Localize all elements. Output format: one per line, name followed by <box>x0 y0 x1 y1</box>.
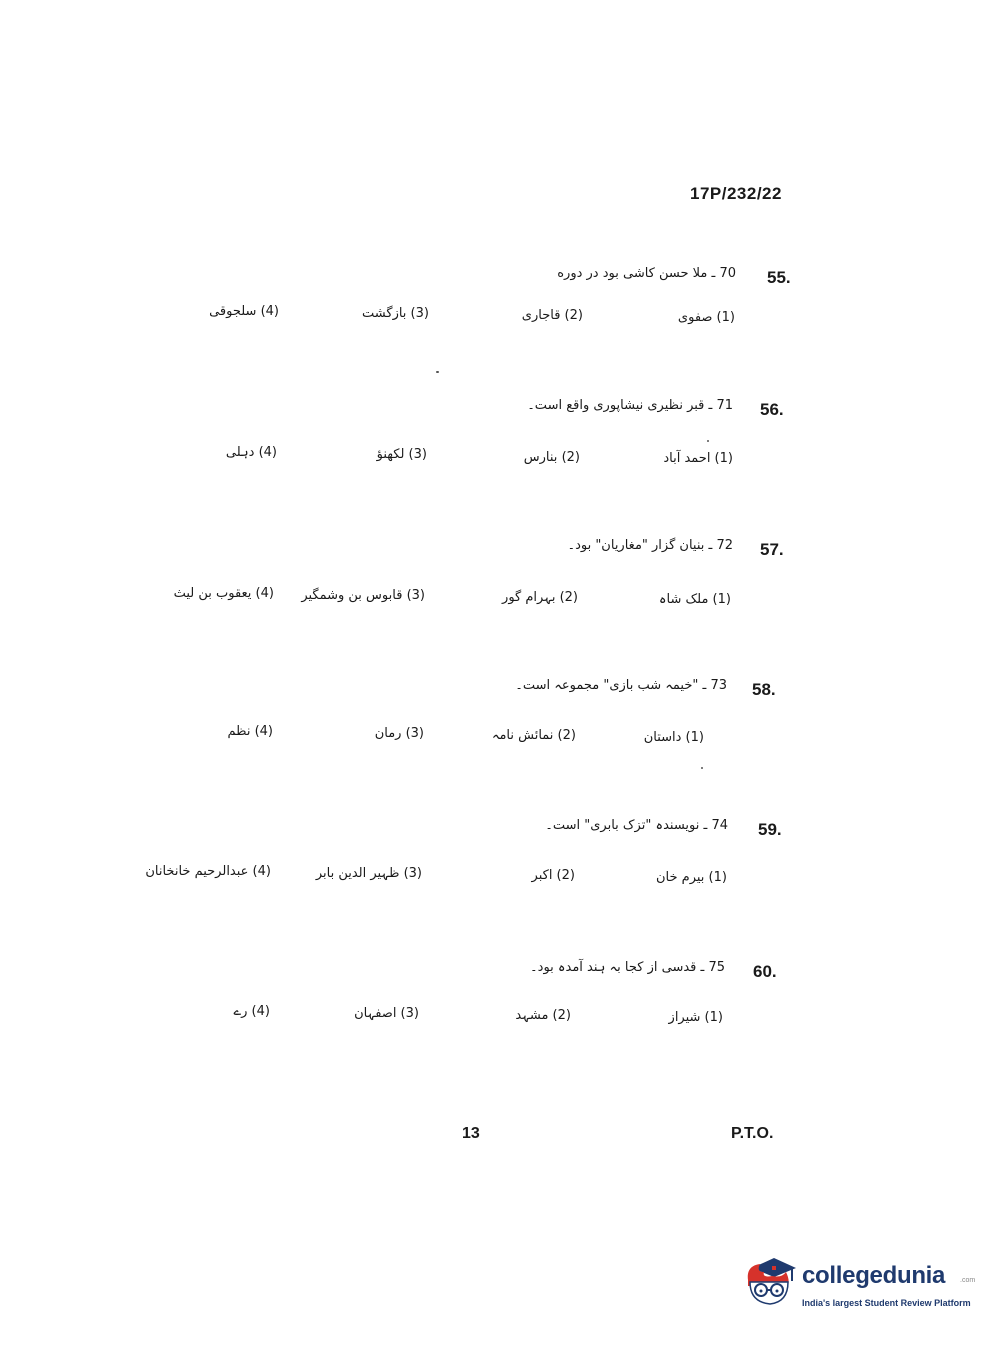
option-3: (3) ظہیر الدین بابر <box>315 866 422 881</box>
collegedunia-logo-icon <box>742 1250 800 1308</box>
option-1: (1) بیرم خان <box>655 870 727 885</box>
page-number: 13 <box>462 1125 480 1142</box>
option-1: (1) احمد آباد <box>663 451 733 466</box>
option-2: (2) اکبر <box>531 868 575 883</box>
option-4: (4) نظم <box>227 724 273 739</box>
question-57 <box>0 540 1001 630</box>
option-2: (2) بہرام گور <box>502 590 578 605</box>
question-number: 58. <box>752 680 776 699</box>
option-1: (1) داستان <box>643 730 704 745</box>
option-1: (1) ملک شاہ <box>658 592 731 607</box>
question-number: 56. <box>760 400 784 419</box>
question-number: 57. <box>760 540 784 559</box>
question-stem: 74 ـ نویسندہ "تزک بابری" است۔ <box>545 818 728 833</box>
option-4: (4) عبدالرحیم خانخانان <box>145 864 271 879</box>
option-3: (3) اصفہان <box>354 1006 419 1021</box>
option-3: (3) قابوس بن وشمگیر <box>301 588 425 603</box>
question-stem: 72 ـ بنیان گزار "مغاریان" بود۔ <box>567 538 733 553</box>
question-stem: 70 ـ ملا حسن کاشی بود در دوره <box>557 266 736 281</box>
question-number: 59. <box>758 820 782 839</box>
please-turn-over: P.T.O. <box>731 1125 774 1142</box>
option-4: (4) دہلی <box>225 445 277 460</box>
question-stem: 75 ـ قدسی از کجا بہ ہند آمدہ بود۔ <box>530 960 725 975</box>
option-4: (4) یعقوب بن لیث <box>173 586 274 601</box>
option-2: (2) بنارس <box>523 450 580 465</box>
brand-tagline: India's largest Student Review Platform <box>802 1298 971 1308</box>
option-2: (2) قاجاری <box>521 308 583 323</box>
option-4: (4) رے <box>233 1004 270 1019</box>
scan-speck <box>701 767 703 769</box>
option-3: (3) بازگشت <box>362 306 429 321</box>
question-number: 55. <box>767 268 791 287</box>
question-56 <box>0 400 1001 490</box>
question-number: 60. <box>753 962 777 981</box>
scan-speck <box>707 440 709 442</box>
brand-name: collegedunia <box>802 1262 946 1289</box>
option-4: (4) سلجوقی <box>209 304 279 319</box>
question-55 <box>0 268 1001 358</box>
question-stem: 71 ـ قبر نظیری نیشاپوری واقع است۔ <box>527 398 733 413</box>
brand-domain: .com <box>960 1277 976 1284</box>
option-1: (1) صفوی <box>677 310 735 325</box>
question-58 <box>0 680 1001 770</box>
paper-code: 17P/232/22 <box>690 184 782 203</box>
question-stem: 73 ـ "خیمہ شب بازی" مجموعہ است۔ <box>515 678 727 693</box>
scan-speck <box>436 371 439 373</box>
option-1: (1) شیراز <box>668 1010 723 1025</box>
option-2: (2) نمائش نامہ <box>491 728 576 743</box>
option-3: (3) لکھنؤ <box>376 447 427 462</box>
question-60 <box>0 962 1001 1052</box>
collegedunia-watermark <box>742 1250 976 1320</box>
question-59 <box>0 820 1001 910</box>
option-2: (2) مشہد <box>515 1008 571 1023</box>
option-3: (3) رمان <box>374 726 424 741</box>
